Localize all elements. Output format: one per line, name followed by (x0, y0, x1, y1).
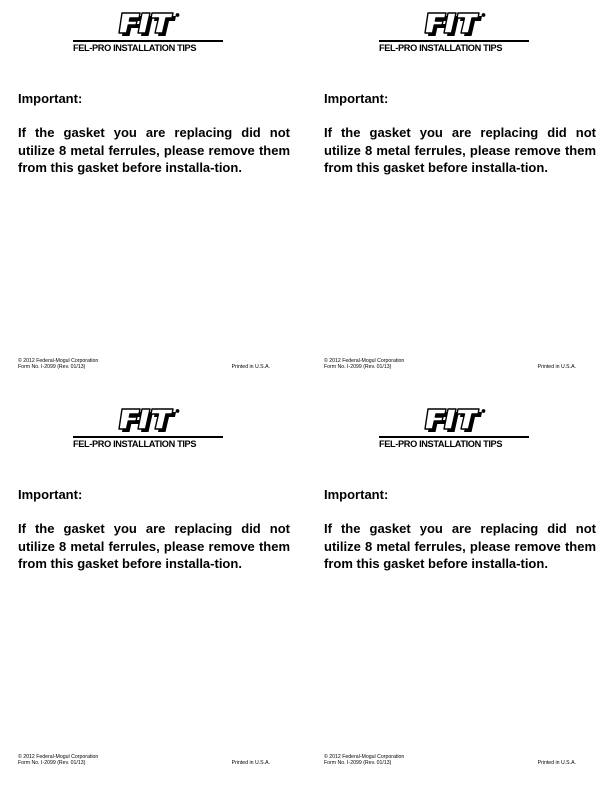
fit-logo-mark (118, 11, 182, 39)
tip-card-top-right (306, 0, 596, 390)
instruction-text: If the gasket you are replacing did not utilize 8 metal ferrules, please remove them from this gasket before installa-tion. (324, 521, 596, 571)
important-heading: Important: (18, 91, 83, 106)
form-number-text: Form No. I-2099 (Rev. 01/13) (18, 364, 86, 371)
instruction-text: If the gasket you are replacing did not utilize 8 metal ferrules, please remove them from this gasket before installa-tion. (18, 521, 290, 571)
important-heading: Important: (324, 487, 389, 502)
printed-in-text: Printed in U.S.A. (537, 364, 576, 371)
fit-logo (73, 11, 223, 57)
fit-logo-mark (424, 407, 488, 435)
card-footer (324, 754, 576, 767)
copyright-text: © 2012 Federal-Mogul Corporation (324, 358, 405, 364)
fit-logo (73, 407, 223, 453)
instruction-text: If the gasket you are replacing did not utilize 8 metal ferrules, please remove them from this gasket before installa-tion. (18, 125, 290, 175)
logo-rule (379, 40, 529, 42)
logo-tagline: FEL-PRO INSTALLATION TIPS (379, 43, 503, 53)
printed-in-text: Printed in U.S.A. (537, 760, 576, 767)
copyright-text: © 2012 Federal-Mogul Corporation (18, 358, 99, 364)
fit-logo (379, 11, 529, 57)
form-number-text: Form No. I-2099 (Rev. 01/13) (324, 760, 392, 767)
logo-tagline: FEL-PRO INSTALLATION TIPS (379, 439, 503, 449)
card-footer (18, 754, 270, 767)
printed-in-text: Printed in U.S.A. (231, 760, 270, 767)
form-number-text: Form No. I-2099 (Rev. 01/13) (18, 760, 86, 767)
logo-tagline: FEL-PRO INSTALLATION TIPS (73, 43, 197, 53)
important-heading: Important: (324, 91, 389, 106)
logo-tagline: FEL-PRO INSTALLATION TIPS (73, 439, 197, 449)
card-footer (18, 358, 270, 371)
important-heading: Important: (18, 487, 83, 502)
fit-logo-mark (424, 11, 488, 39)
copyright-text: © 2012 Federal-Mogul Corporation (324, 754, 405, 760)
tip-card-bottom-left (0, 396, 290, 786)
card-footer (324, 358, 576, 371)
logo-rule (73, 40, 223, 42)
form-number-text: Form No. I-2099 (Rev. 01/13) (324, 364, 392, 371)
printed-in-text: Printed in U.S.A. (231, 364, 270, 371)
instruction-text: If the gasket you are replacing did not utilize 8 metal ferrules, please remove them from this gasket before installa-tion. (324, 125, 596, 175)
tip-card-bottom-right (306, 396, 596, 786)
copyright-text: © 2012 Federal-Mogul Corporation (18, 754, 99, 760)
tip-card-top-left (0, 0, 290, 390)
logo-rule (73, 436, 223, 438)
fit-logo (379, 407, 529, 453)
logo-rule (379, 436, 529, 438)
fit-logo-mark (118, 407, 182, 435)
